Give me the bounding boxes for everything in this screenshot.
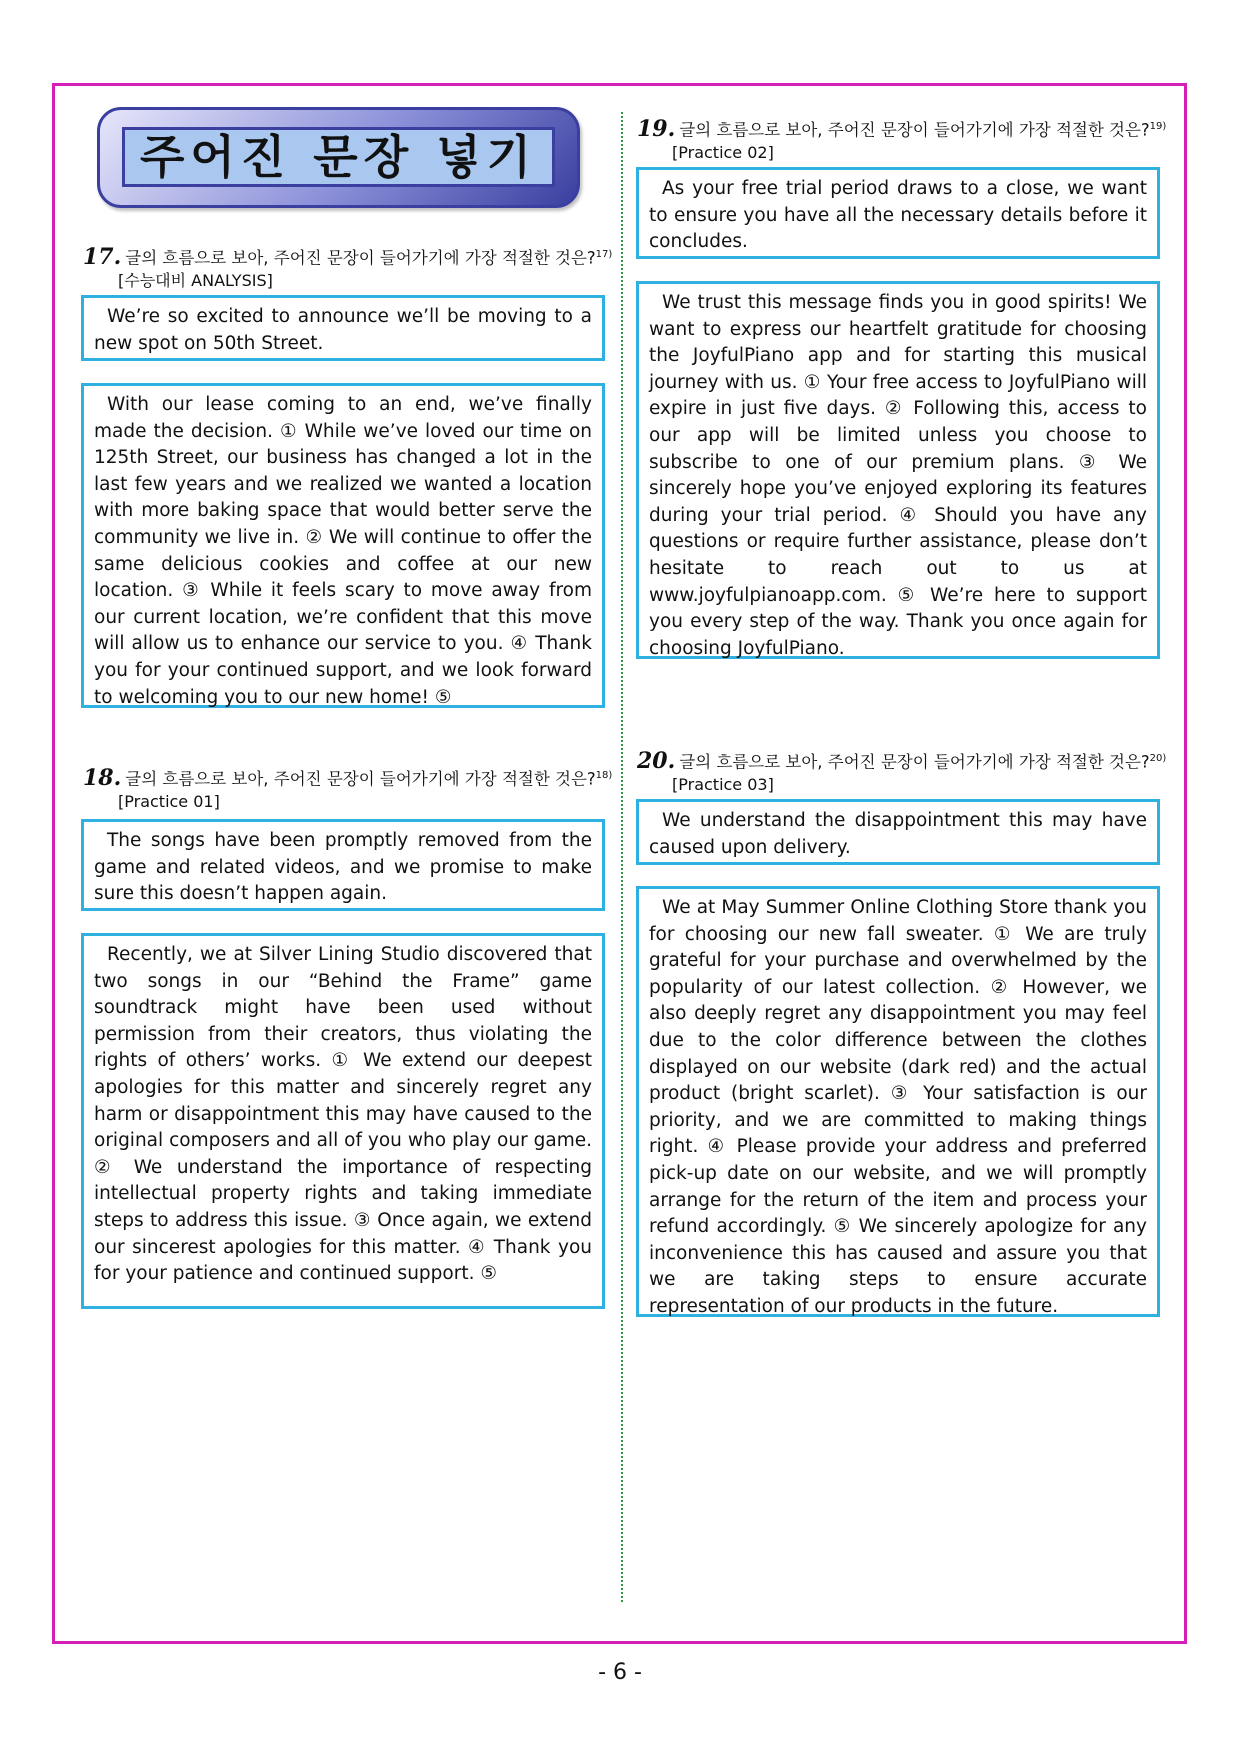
question-prompt: 글의 흐름으로 보아, 주어진 문장이 들어가기에 가장 적절한 것은? (125, 248, 596, 268)
question-20-passage: We at May Summer Online Clothing Store thank you for choosing our new fall sweater. ① We are truly grateful for your purchase and overwhelmed by the popularity of our latest collection. ② However, we also deeply regret any disappointment you may feel due to the color difference between the clothes displayed on our website (dark red) and the actual product (bright scarlet). ③ Your satisfaction is our priority, and we are committed to making things right. ④ Please provide your address and preferred pick-up date on our website, and we will promptly arrange for the return of the item and process your refund accordingly. ⑤ We sincerely apologize for any inconvenience this has caused and assure you that we are taking steps to ensure accurate representation of our products in the future. (636, 886, 1160, 1317)
question-18-passage: Recently, we at Silver Lining Studio discovered that two songs in our “Behind the Frame” game soundtrack might have been used without permission from their creators, thus violating the rights of others’ works. ① We extend our deepest apologies for this matter and sincerely regret any harm or disappointment this may have caused to the original composers and all of you who play our game. ② We understand the importance of respecting intellectual property rights and taking immediate steps to address this issue. ③ Once again, we extend our sincerest apologies for this matter. ④ Thank you for your patience and continued support. ⑤ (81, 933, 605, 1309)
question-prompt: 글의 흐름으로 보아, 주어진 문장이 들어가기에 가장 적절한 것은? (679, 120, 1150, 140)
question-18-given-sentence: The songs have been promptly removed from the game and related videos, and we promise to make sure this doesn’t happen again. (81, 819, 605, 911)
question-19-header (637, 116, 1182, 164)
question-17-header (83, 244, 623, 292)
question-prompt: 글의 흐름으로 보아, 주어진 문장이 들어가기에 가장 적절한 것은? (679, 752, 1150, 772)
page-number: - 6 - (598, 1660, 642, 1685)
page-title: 주어진 문장 넣기 (139, 130, 538, 184)
question-19-given-sentence: As your free trial period draws to a close, we want to ensure you have all the necessary details before it concludes. (636, 167, 1160, 259)
question-number: 20. (637, 747, 676, 774)
title-banner (97, 107, 580, 208)
question-20-given-sentence: We understand the disappointment this may have caused upon delivery. (636, 799, 1160, 865)
question-number: 19. (637, 115, 676, 142)
column-divider (621, 112, 623, 1602)
question-17-given-sentence: We’re so excited to announce we’ll be moving to a new spot on 50th Street. (81, 295, 605, 361)
footnote-ref: 18) (595, 770, 613, 781)
question-number: 17. (83, 243, 122, 270)
question-source: [Practice 01] (118, 791, 220, 811)
title-inner-panel (122, 127, 555, 187)
footnote-ref: 17) (595, 249, 613, 260)
question-prompt: 글의 흐름으로 보아, 주어진 문장이 들어가기에 가장 적절한 것은? (125, 769, 596, 789)
question-17-passage: With our lease coming to an end, we’ve finally made the decision. ① While we’ve loved our time on 125th Street, our business has changed a lot in the last few years and we realized we wanted a location with more baking space that would better serve the community we live in. ② We will continue to offer the same delicious cookies and coffee at our new location. ③ While it feels scary to move away from our current location, we’re confident that this move will allow us to enhance our service to you. ④ Thank you for your continued support, and we look forward to welcoming you to our new home! ⑤ (81, 383, 605, 708)
question-20-header (637, 748, 1182, 796)
question-19-passage: We trust this message finds you in good spirits! We want to express our heartfelt gratitude for choosing the JoyfulPiano app and for starting this musical journey with us. ① Your free access to JoyfulPiano will expire in just five days. ② Following this, access to our app will be limited unless you choose to subscribe to one of our premium plans. ③ We sincerely hope you’ve enjoyed exploring its features during your trial period. ④ Should you have any questions or require further assistance, please don’t hesitate to reach out to us at www.joyfulpianoapp.com. ⑤ We’re here to support you every step of the way. Thank you once again for choosing JoyfulPiano. (636, 281, 1160, 659)
footnote-ref: 20) (1149, 753, 1167, 764)
footnote-ref: 19) (1149, 121, 1167, 132)
question-18-header (83, 765, 623, 813)
question-number: 18. (83, 764, 122, 791)
question-source: [Practice 02] (672, 142, 774, 162)
question-source: [수능대비 ANALYSIS] (118, 270, 273, 290)
question-source: [Practice 03] (672, 774, 774, 794)
